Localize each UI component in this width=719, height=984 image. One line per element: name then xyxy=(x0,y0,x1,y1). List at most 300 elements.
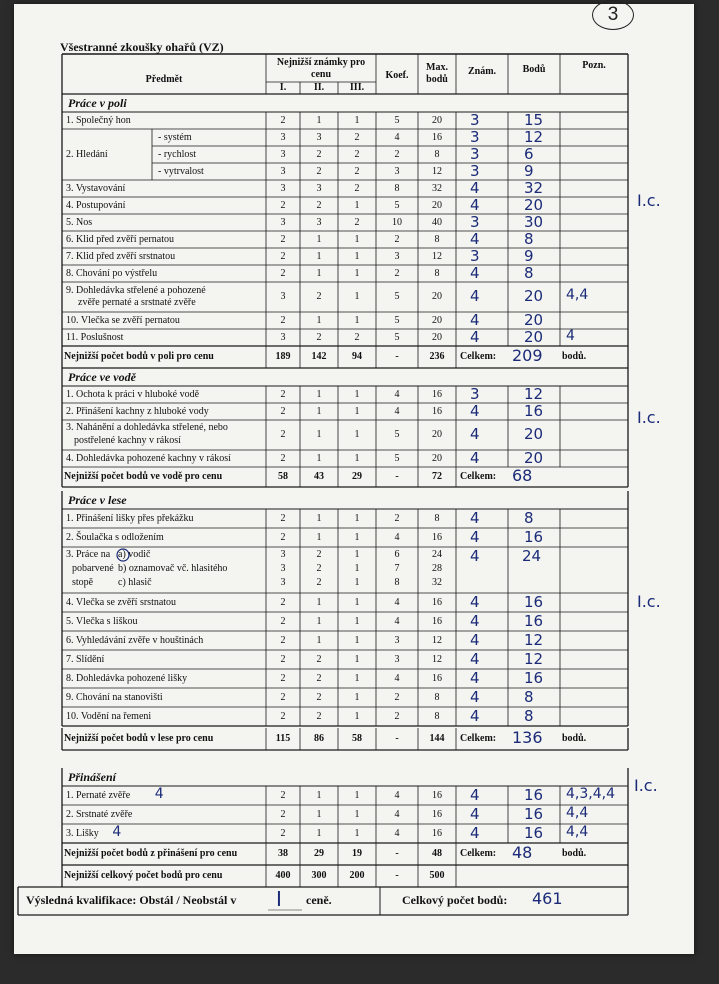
note-value: 4,3,4,4 xyxy=(566,785,615,802)
min-grade-2: 1 xyxy=(316,388,322,400)
min-grade-2: 2 xyxy=(316,691,322,703)
min-grade-3: 1 xyxy=(354,615,360,627)
hledani-subcriterion: - systém xyxy=(158,131,192,143)
points-value: 20 xyxy=(524,327,544,346)
min-grade-1: 2 xyxy=(280,388,286,400)
max-points: 20 xyxy=(432,114,442,126)
criterion-label: 3. Lišky xyxy=(66,827,99,839)
overall-min-3: 200 xyxy=(349,870,365,881)
column-min-grades: Nejnižší známky pro cenu xyxy=(276,57,366,80)
min-grade-3: 2 xyxy=(354,331,360,343)
points-value: 16 xyxy=(524,527,544,546)
points-value: 6 xyxy=(524,144,534,163)
min-grade-1: 2 xyxy=(280,653,286,665)
min-total-label: Nejnižší počet bodů z přinášení pro cenu xyxy=(64,848,238,859)
min-grade-2: 1 xyxy=(316,314,322,326)
criterion-label: 3. Nahánění a dohledávka střelené, nebo xyxy=(66,422,228,433)
document-title: Všestranné zkoušky ohařů (VZ) xyxy=(60,40,224,54)
min-grade-2: 1 xyxy=(316,512,322,524)
points-value: 20 xyxy=(524,425,544,443)
result-label: Výsledná kvalifikace: Obstál / Neobstál v xyxy=(26,893,237,907)
coefficient: 4 xyxy=(394,615,400,627)
grade-value: 4 xyxy=(470,401,480,420)
min-grade-3: 1 xyxy=(354,267,360,279)
coefficient: 4 xyxy=(394,672,400,684)
max-points: 12 xyxy=(432,165,442,177)
min-grade-1: 3 xyxy=(280,165,286,177)
tracking-label-cont: pobarvené xyxy=(72,563,114,574)
min-grade-1: 3 xyxy=(280,216,286,228)
grade-value: 4 xyxy=(470,649,480,668)
column-coef: Koef. xyxy=(385,70,409,81)
note-value: 4 xyxy=(566,327,575,344)
min-total-label: Nejnižší počet bodů ve vodě pro cenu xyxy=(64,471,223,482)
points-value: 8 xyxy=(524,508,534,527)
tracking-min-2: 2 xyxy=(316,577,322,588)
criterion-label-cont: postřelené kachny v rákosí xyxy=(74,435,181,446)
min-grade-2: 1 xyxy=(316,808,322,820)
result-cena: I xyxy=(276,887,282,911)
coefficient: 4 xyxy=(394,131,400,143)
coefficient: 3 xyxy=(394,653,400,665)
grade-value: 4 xyxy=(470,611,480,630)
max-points: 8 xyxy=(434,148,440,160)
max-points: 20 xyxy=(432,199,442,211)
grade-value: 4 xyxy=(470,823,480,842)
section-total-value: 136 xyxy=(512,728,543,747)
points-value: 16 xyxy=(524,592,544,611)
min-grade-3: 1 xyxy=(354,512,360,524)
min-grade-1: 2 xyxy=(280,710,286,722)
min-total-2: 86 xyxy=(314,733,324,744)
tracking-min-1: 3 xyxy=(280,577,286,588)
tracking-min-3: 1 xyxy=(354,563,360,574)
hledani-subcriterion: - vytrvalost xyxy=(158,165,204,177)
coefficient: 3 xyxy=(394,165,400,177)
min-total-2: 43 xyxy=(314,471,324,482)
min-total-coef: - xyxy=(395,848,399,859)
tracking-coef: 6 xyxy=(394,549,400,560)
min-grade-2: 2 xyxy=(316,710,322,722)
min-grade-1: 2 xyxy=(280,634,286,646)
max-points: 16 xyxy=(432,808,442,820)
coefficient: 5 xyxy=(394,114,400,126)
min-total-coef: - xyxy=(395,471,399,482)
section-total-value: 48 xyxy=(512,843,533,862)
grade-value: 4 xyxy=(470,195,480,214)
section-title: Práce v lese xyxy=(68,493,127,507)
column-note: Pozn. xyxy=(582,60,606,71)
criterion-label: 6. Vyhledávání zvěře v houštinách xyxy=(66,634,204,646)
min-grade-2: 2 xyxy=(316,653,322,665)
points-value: 8 xyxy=(524,229,534,248)
grand-total-value: 461 xyxy=(532,889,563,908)
section-total-value: 209 xyxy=(512,346,543,365)
min-total-3: 58 xyxy=(352,733,362,744)
points-value: 8 xyxy=(524,687,534,706)
section-total-label: Celkem: xyxy=(460,733,497,744)
page-number: 3 xyxy=(592,0,634,30)
min-grade-1: 2 xyxy=(280,827,286,839)
points-value: 12 xyxy=(524,127,544,146)
points-value: 8 xyxy=(524,263,534,282)
coefficient: 4 xyxy=(394,789,400,801)
min-grade-2: 2 xyxy=(316,165,322,177)
tracking-min-3: 1 xyxy=(354,549,360,560)
coefficient: 2 xyxy=(394,710,400,722)
margin-note: I.c. xyxy=(634,776,658,795)
max-points: 32 xyxy=(432,182,442,194)
grade-value: 4 xyxy=(470,263,480,282)
min-grade-3: 1 xyxy=(354,827,360,839)
overall-min-label: Nejnižší celkový počet bodů pro cenu xyxy=(64,870,223,881)
points-value: 16 xyxy=(524,668,544,687)
grade-value: 3 xyxy=(470,384,480,403)
criterion-label: 8. Chování po výstřelu xyxy=(66,267,158,279)
coefficient: 3 xyxy=(394,250,400,262)
min-grade-3: 1 xyxy=(354,808,360,820)
coefficient: 4 xyxy=(394,808,400,820)
criterion-label: 1. Přinášení lišky přes překážku xyxy=(66,512,194,524)
min-total-max: 72 xyxy=(432,471,442,482)
criterion-label: 4. Vlečka se zvěří srstnatou xyxy=(66,596,177,608)
min-grade-2: 1 xyxy=(316,827,322,839)
max-points: 20 xyxy=(432,291,442,302)
criterion-label: 1. Pernaté zvěře xyxy=(66,789,131,801)
min-grade-3: 1 xyxy=(354,634,360,646)
max-points: 8 xyxy=(434,512,440,524)
hledani-label: 2. Hledání xyxy=(66,148,108,160)
tracking-option-b: b) oznamovač vč. hlasitého xyxy=(118,563,228,574)
min-grade-2: 3 xyxy=(316,131,322,143)
points-value: 16 xyxy=(524,611,544,630)
grade-value: 4 xyxy=(470,287,480,305)
criterion-label: 6. Klid před zvěří pernatou xyxy=(66,233,175,245)
section-total-label: Celkem: xyxy=(460,351,497,362)
grade-value: 4 xyxy=(470,508,480,527)
grade-value: 4 xyxy=(470,706,480,725)
section-title: Práce ve vodě xyxy=(68,370,136,384)
min-grade-3: 1 xyxy=(354,429,360,440)
criterion-label: 11. Poslušnost xyxy=(66,331,124,343)
min-grade-3: 1 xyxy=(354,691,360,703)
max-points: 40 xyxy=(432,216,442,228)
points-value: 9 xyxy=(524,246,534,265)
tracking-min-1: 3 xyxy=(280,563,286,574)
grade-value: 4 xyxy=(470,448,480,467)
max-points: 12 xyxy=(432,634,442,646)
min-grade-2: 1 xyxy=(316,233,322,245)
points-value: 12 xyxy=(524,630,544,649)
column-subject: Předmět xyxy=(145,74,183,85)
min-grade-1: 2 xyxy=(280,596,286,608)
criterion-label: 5. Nos xyxy=(66,216,93,228)
min-grade-1: 2 xyxy=(280,808,286,820)
min-grade-3: 2 xyxy=(354,165,360,177)
section-title: Přinášení xyxy=(68,770,117,784)
min-total-3: 94 xyxy=(352,351,362,362)
criterion-label: 4. Postupování xyxy=(66,199,126,211)
min-grade-1: 3 xyxy=(280,331,286,343)
section-total-label: Celkem: xyxy=(460,471,497,482)
min-grade-1: 3 xyxy=(280,182,286,194)
max-points: 8 xyxy=(434,691,440,703)
points-value: 12 xyxy=(524,384,544,403)
criterion-label: 2. Šoulačka s odložením xyxy=(66,531,164,543)
points-value: 20 xyxy=(524,195,544,214)
min-grade-2: 1 xyxy=(316,405,322,417)
min-grade-2: 1 xyxy=(316,531,322,543)
section-total-unit: bodů. xyxy=(562,848,587,859)
coefficient: 5 xyxy=(394,429,400,440)
min-grade-1: 2 xyxy=(280,672,286,684)
min-grade-3: 1 xyxy=(354,405,360,417)
criterion-label: 4. Dohledávka pohozené kachny v rákosí xyxy=(66,452,231,464)
min-total-3: 29 xyxy=(352,471,362,482)
min-grade-2: 1 xyxy=(316,789,322,801)
max-points: 16 xyxy=(432,405,442,417)
grade-value: 3 xyxy=(470,161,480,180)
tracking-min-1: 3 xyxy=(280,549,286,560)
min-grade-2: 2 xyxy=(316,199,322,211)
points-value: 20 xyxy=(524,287,544,305)
criterion-label: 7. Klid před zvěří srstnatou xyxy=(66,250,176,262)
min-grade-2: 3 xyxy=(316,216,322,228)
coefficient: 5 xyxy=(394,331,400,343)
min-grade-2: 1 xyxy=(316,250,322,262)
min-grade-1: 2 xyxy=(280,615,286,627)
note-value: 4,4 xyxy=(566,804,589,821)
overall-min-max: 500 xyxy=(429,870,445,881)
grade-value: 4 xyxy=(470,592,480,611)
criterion-label: 10. Vodění na řemeni xyxy=(66,710,152,722)
min-grade-1: 2 xyxy=(280,405,286,417)
min-grade-3: 1 xyxy=(354,233,360,245)
grade-value: 3 xyxy=(470,144,480,163)
coefficient: 2 xyxy=(394,691,400,703)
max-points: 20 xyxy=(432,452,442,464)
min-grade-3: 1 xyxy=(354,653,360,665)
min-grade-2: 1 xyxy=(316,267,322,279)
tracking-min-2: 2 xyxy=(316,563,322,574)
max-points: 16 xyxy=(432,131,442,143)
criterion-label-cont: zvěře pernaté a srstnaté zvěře xyxy=(78,297,196,308)
coefficient: 2 xyxy=(394,267,400,279)
min-grade-2: 2 xyxy=(316,291,322,302)
min-grade-1: 2 xyxy=(280,452,286,464)
coefficient: 5 xyxy=(394,199,400,211)
max-points: 20 xyxy=(432,429,442,440)
tracking-max: 24 xyxy=(432,549,442,560)
grade-value: 3 xyxy=(470,246,480,265)
min-grade-3: 1 xyxy=(354,710,360,722)
note-value: 4,4 xyxy=(566,287,589,303)
max-points: 16 xyxy=(432,531,442,543)
result-suffix: ceně. xyxy=(306,893,332,907)
min-grade-1: 2 xyxy=(280,250,286,262)
min-total-1: 38 xyxy=(278,848,288,859)
max-points: 8 xyxy=(434,710,440,722)
min-total-max: 144 xyxy=(429,733,445,744)
tracking-coef: 7 xyxy=(394,563,400,574)
tracking-min-3: 1 xyxy=(354,577,360,588)
grade-value: 3 xyxy=(470,110,480,129)
min-grade-1: 2 xyxy=(280,429,286,440)
min-grade-1: 3 xyxy=(280,148,286,160)
min-grade-2: 2 xyxy=(316,672,322,684)
note-value: 4,4 xyxy=(566,823,589,840)
min-grade-1: 3 xyxy=(280,131,286,143)
min-total-max: 48 xyxy=(432,848,442,859)
min-total-2: 142 xyxy=(311,351,327,362)
min-total-coef: - xyxy=(395,733,399,744)
min-grade-2: 2 xyxy=(316,331,322,343)
points-value: 16 xyxy=(524,804,544,823)
criterion-label: 8. Dohledávka pohozené lišky xyxy=(66,672,188,684)
grade-value: 4 xyxy=(470,547,480,565)
max-points: 8 xyxy=(434,267,440,279)
margin-note: I.c. xyxy=(637,592,661,611)
grade-value: 4 xyxy=(470,668,480,687)
min-grade-3: 1 xyxy=(354,250,360,262)
criterion-label: 10. Vlečka se zvěří pernatou xyxy=(66,314,180,326)
min-grade-3: 2 xyxy=(354,216,360,228)
coefficient: 4 xyxy=(394,827,400,839)
min-total-1: 189 xyxy=(275,351,291,362)
max-points: 20 xyxy=(432,331,442,343)
min-grade-3: 2 xyxy=(354,182,360,194)
overall-min-2: 300 xyxy=(311,870,327,881)
criterion-label: 9. Dohledávka střelené a pohozené xyxy=(66,285,206,296)
coefficient: 4 xyxy=(394,388,400,400)
coefficient: 4 xyxy=(394,405,400,417)
min-grade-1: 2 xyxy=(280,233,286,245)
handwritten-note: 4 xyxy=(154,785,164,802)
coefficient: 2 xyxy=(394,233,400,245)
tracking-max: 32 xyxy=(432,577,442,588)
min-grade-2: 2 xyxy=(316,148,322,160)
criterion-label: 2. Přinášení kachny z hluboké vody xyxy=(66,405,209,417)
coefficient: 10 xyxy=(392,216,402,228)
margin-note: I.c. xyxy=(637,191,661,210)
min-grade-1: 2 xyxy=(280,691,286,703)
points-value: 16 xyxy=(524,785,544,804)
max-points: 16 xyxy=(432,615,442,627)
min-grade-3: 1 xyxy=(354,199,360,211)
grade-value: 3 xyxy=(470,127,480,146)
criterion-label: 9. Chování na stanovišti xyxy=(66,691,163,703)
min-grade-3: 1 xyxy=(354,789,360,801)
tracking-option-c: c) hlasič xyxy=(118,577,152,588)
min-grade-3: 1 xyxy=(354,291,360,302)
min-grade-3: 1 xyxy=(354,388,360,400)
min-grade-3: 1 xyxy=(354,314,360,326)
overall-min-coef: - xyxy=(395,870,399,881)
max-points: 16 xyxy=(432,388,442,400)
points-value: 24 xyxy=(522,547,542,565)
coefficient: 4 xyxy=(394,531,400,543)
column-grade-II: II. xyxy=(313,82,325,93)
criterion-label: 7. Slídění xyxy=(66,653,105,665)
coefficient: 5 xyxy=(394,452,400,464)
criterion-label: 5. Vlečka s liškou xyxy=(66,615,138,627)
grade-value: 4 xyxy=(470,229,480,248)
min-total-1: 115 xyxy=(275,733,291,744)
min-grade-3: 2 xyxy=(354,148,360,160)
max-points: 16 xyxy=(432,596,442,608)
grade-value: 4 xyxy=(470,327,480,346)
min-grade-2: 1 xyxy=(316,596,322,608)
min-grade-2: 1 xyxy=(316,452,322,464)
min-grade-3: 1 xyxy=(354,531,360,543)
grade-value: 4 xyxy=(470,527,480,546)
grade-value: 4 xyxy=(470,178,480,197)
points-value: 20 xyxy=(524,310,544,329)
min-grade-1: 2 xyxy=(280,789,286,801)
tracking-label-cont: stopě xyxy=(72,577,94,588)
min-grade-3: 2 xyxy=(354,131,360,143)
coefficient: 5 xyxy=(394,314,400,326)
min-total-1: 58 xyxy=(278,471,288,482)
tracking-min-2: 2 xyxy=(316,549,322,560)
handwritten-note: 4 xyxy=(112,823,122,840)
min-grade-2: 1 xyxy=(316,634,322,646)
coefficient: 3 xyxy=(394,634,400,646)
grade-value: 4 xyxy=(470,785,480,804)
max-points: 16 xyxy=(432,827,442,839)
min-total-coef: - xyxy=(395,351,399,362)
column-grade-I: I. xyxy=(279,82,287,93)
min-grade-1: 3 xyxy=(280,291,286,302)
points-value: 16 xyxy=(524,401,544,420)
section-total-unit: bodů. xyxy=(562,351,587,362)
grade-value: 4 xyxy=(470,425,480,443)
section-title: Práce v poli xyxy=(68,96,127,110)
min-grade-1: 2 xyxy=(280,531,286,543)
points-value: 9 xyxy=(524,161,534,180)
max-points: 16 xyxy=(432,672,442,684)
hledani-subcriterion: - rychlost xyxy=(158,148,197,160)
points-value: 16 xyxy=(524,823,544,842)
min-grade-1: 2 xyxy=(280,199,286,211)
coefficient: 8 xyxy=(394,182,400,194)
column-grade: Znám. xyxy=(467,66,497,77)
max-points: 16 xyxy=(432,789,442,801)
grade-value: 4 xyxy=(470,687,480,706)
points-value: 15 xyxy=(524,110,544,129)
coefficient: 5 xyxy=(394,291,400,302)
tracking-max: 28 xyxy=(432,563,442,574)
criterion-label: 2. Srstnaté zvěře xyxy=(66,808,133,820)
criterion-label: 3. Vystavování xyxy=(66,182,126,194)
column-grade-III: III. xyxy=(349,82,365,93)
max-points: 12 xyxy=(432,653,442,665)
points-value: 30 xyxy=(524,212,544,231)
tracking-coef: 8 xyxy=(394,577,400,588)
tracking-label: 3. Práce na xyxy=(66,549,111,560)
min-grade-3: 1 xyxy=(354,114,360,126)
max-points: 8 xyxy=(434,233,440,245)
column-max: Max. bodů xyxy=(426,62,448,85)
criterion-label: 1. Ochota k práci v hluboké vodě xyxy=(66,388,200,400)
min-grade-3: 1 xyxy=(354,596,360,608)
min-grade-2: 1 xyxy=(316,114,322,126)
min-grade-1: 2 xyxy=(280,114,286,126)
coefficient: 4 xyxy=(394,596,400,608)
min-grade-3: 1 xyxy=(354,452,360,464)
max-points: 20 xyxy=(432,314,442,326)
grade-value: 4 xyxy=(470,630,480,649)
